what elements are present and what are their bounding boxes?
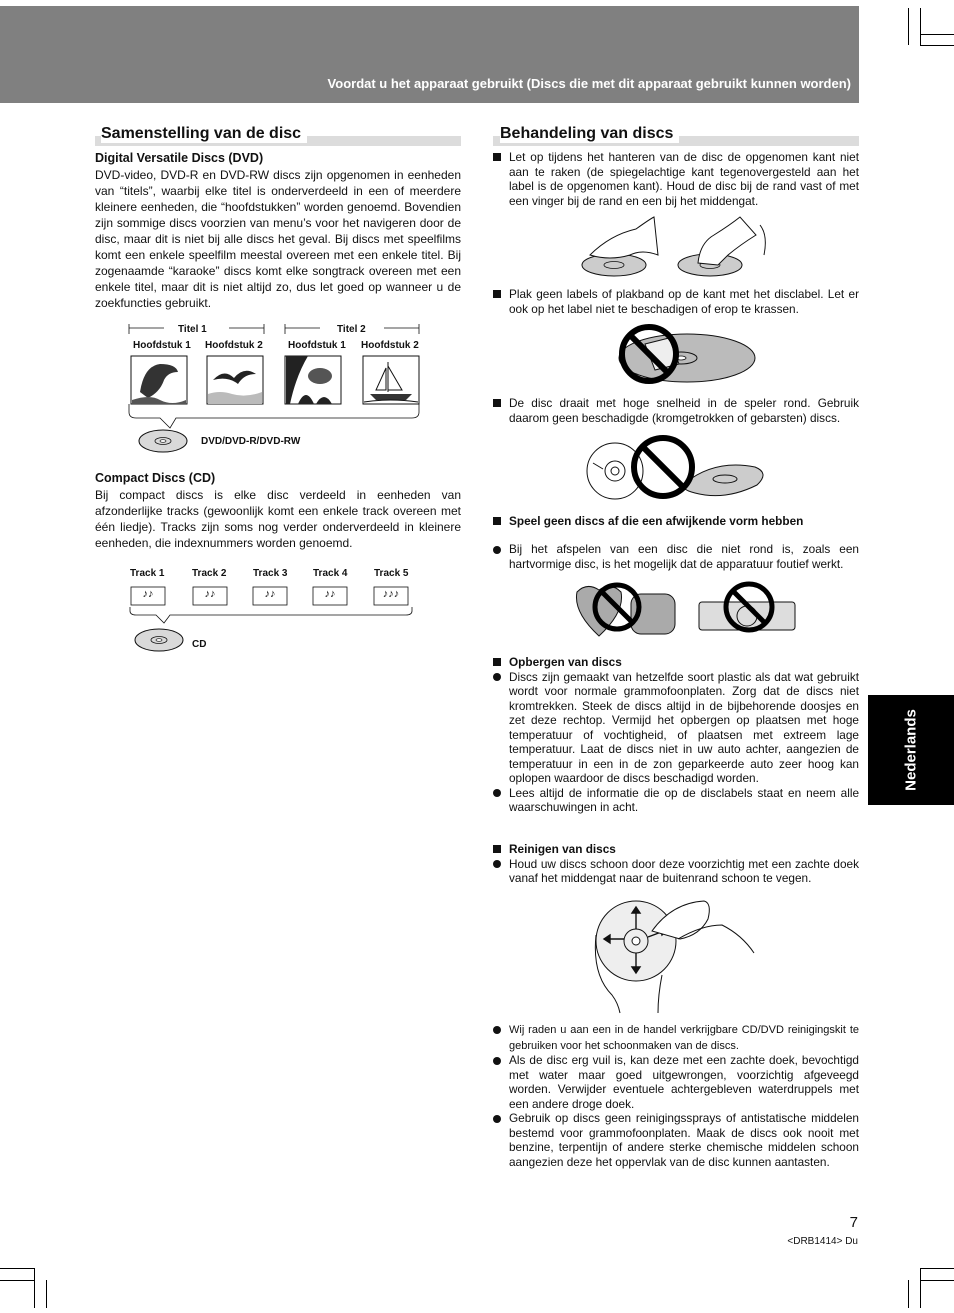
crop-mark xyxy=(920,1268,921,1308)
storage-heading: Opbergen van discs xyxy=(493,655,859,670)
handling-item xyxy=(493,396,859,425)
bullet-text: De disc draait met hoge snelheid in de speler rond. Gebruik daarom geen beschadigde (kromgetrokken of gebarsten) discs. xyxy=(493,396,859,425)
cd-body: Bij compact discs is elke disc verdeeld in eenheden van afzonderlijke tracks (gewoonlijk komt een enkele track overeen met één liedje). Tracks zijn soms nog verder onderverdeeld in kleinere eenheden, die indexnummers worden genoemd. xyxy=(95,488,461,550)
cleaning-list xyxy=(493,1022,859,1169)
crop-mark xyxy=(34,1268,35,1308)
odd-shape-svg xyxy=(573,578,808,640)
cd-diagram-svg xyxy=(120,565,420,665)
crop-mark xyxy=(920,34,954,35)
section-title-handling: Behandeling van discs xyxy=(500,125,679,143)
crop-mark xyxy=(0,1280,35,1281)
bullet-text-span: Wij raden u aan een in de handel verkrijgbare CD/DVD reinigingskit te gebruiken voor het schoonmaken van de discs. xyxy=(509,1024,859,1052)
crop-mark xyxy=(908,8,909,45)
bullet-text: Gebruik op discs geen reinigingssprays of antistatische middelen bestemd voor grammofoonplaten. Maak de discs ook nooit met benzine, terpentijn of andere sterke chemische middelen schoon aangezien deze het oppervlak van de disc kunnen aantasten. xyxy=(493,1111,859,1169)
dvd-heading: Digital Versatile Discs (DVD) xyxy=(95,151,264,165)
dvd-chapter-label: Hoofdstuk 2 xyxy=(361,340,419,351)
bullet-text: Discs zijn gemaakt van hetzelfde soort plastic als dat wat gebruikt wordt voor normale grammofoonplaten. Zorg dat de discs niet kromtrekken. Steek de discs altijd in de bijbehorende doosjes en zet deze rechtop. Vermijd het opbergen op plaatsen met hoge temperatuur of vochtigheid, of plaatsen met extreem lage temperatuur. Laat de discs niet in uw auto achter, aangezien de temperatuur in een in de zon geparkeerde auto zeer hoog kan oplopen waardoor de discs beschadigd worden. xyxy=(493,670,859,786)
dvd-disc-label: DVD/DVD-R/DVD-RW xyxy=(201,436,301,447)
crop-mark xyxy=(908,1280,909,1308)
bullet-text: Let op tijdens het hanteren van de disc de opgenomen kant niet aan te raken (de spiegelachtige kant tegenovergesteld aan het label is de opgenomen kant). Houd de disc bij de rand vast of met een vinger bij de rand en een bij het middengat. xyxy=(493,150,859,208)
section-title-composition: Samenstelling van de disc xyxy=(101,125,307,143)
cd-track-label: Track 5 xyxy=(374,568,409,579)
crop-mark xyxy=(0,1268,35,1269)
cleaning-heading-item xyxy=(493,842,859,886)
bullet-text: Plak geen labels of plakband op de kant met het disclabel. Let er ook op het label niet te beschadigen of erop te krassen. xyxy=(493,287,859,316)
header-title: Voordat u het apparaat gebruikt (Discs die met dit apparaat gebruikt kunnen worden) xyxy=(327,76,851,91)
crop-mark xyxy=(920,1268,954,1269)
music-note-icon: ♪♪ xyxy=(204,588,216,600)
cleaning-svg xyxy=(592,895,762,1015)
shape-heading-item xyxy=(493,514,859,529)
no-label-illustration xyxy=(615,324,760,386)
storage-heading-item xyxy=(493,655,859,815)
bullet-text: Als de disc erg vuil is, kan deze met een zachte doek, bevochtigd met water maar goed uitgewrongen, voorzichtig afgeveegd worden. Verwijder eventuele achtergebleven waterdruppels met een andere droge doek. xyxy=(493,1053,859,1111)
no-label-svg xyxy=(615,324,760,386)
dvd-body: DVD-video, DVD-R en DVD-RW discs zijn opgenomen in eenheden van “titels”, waarbij elke titel is onderverdeeld in een of meerdere kleinere eenheden, die “hoofdstukken” worden genoemd. Bovendien zijn sommige discs voorzien van menu’s voor het navigeren door de disc, maar dit is niet bij alle discs het geval. Bij discs met speelfilms komt een enkele speelfilm meestal overeen met een enkele titel. Bij zogenaamde “karaoke” discs komt elke songtrack overeen met een enkele titel, maar dit is niet altijd zo, dus let goed op wanneer u de zoekfuncties gebruikt. xyxy=(95,168,461,310)
handling-item xyxy=(493,150,859,208)
music-note-icon: ♪♪♪ xyxy=(382,588,400,600)
crop-mark xyxy=(46,1280,47,1308)
crop-mark xyxy=(920,1280,954,1281)
dvd-chapter-label: Hoofdstuk 1 xyxy=(288,340,346,351)
cleaning-heading: Reinigen van discs xyxy=(493,842,859,857)
odd-shape-disc-illustration xyxy=(573,578,808,640)
cd-structure-diagram xyxy=(120,565,420,665)
damaged-disc-illustration xyxy=(585,433,770,503)
cd-track-label: Track 1 xyxy=(130,568,165,579)
crop-mark xyxy=(920,45,954,46)
language-side-tab xyxy=(868,695,954,805)
cd-track-label: Track 4 xyxy=(313,568,348,579)
header-bar xyxy=(0,6,859,103)
cd-heading: Compact Discs (CD) xyxy=(95,471,216,485)
disc-cleaning-illustration xyxy=(592,895,762,1015)
page-number: 7 xyxy=(849,1214,858,1231)
bullet-text: Bij het afspelen van een disc die niet rond is, zoals een hartvormige disc, is het mogelijk dat de apparatuur foutief werkt. xyxy=(493,542,859,571)
cd-track-label: Track 3 xyxy=(253,568,288,579)
dvd-title-2-label: Titel 2 xyxy=(337,324,366,335)
damaged-disc-svg xyxy=(585,433,770,503)
shape-text-item xyxy=(493,542,859,571)
handling-item xyxy=(493,287,859,316)
cd-disc-label: CD xyxy=(192,639,207,650)
cd-track-label: Track 2 xyxy=(192,568,227,579)
hands-svg xyxy=(580,215,780,280)
bullet-text: Lees altijd de informatie die op de disclabels staat en neem alle waarschuwingen in acht. xyxy=(493,786,859,815)
dvd-chapter-label: Hoofdstuk 2 xyxy=(205,340,263,351)
dvd-chapter-label: Hoofdstuk 1 xyxy=(133,340,191,351)
dvd-title-1-label: Titel 1 xyxy=(178,324,207,335)
music-note-icon: ♪♪ xyxy=(324,588,336,600)
music-note-icon: ♪♪ xyxy=(264,588,276,600)
disc-handling-illustration xyxy=(580,215,780,280)
shape-heading: Speel geen discs af die een afwijkende vorm hebben xyxy=(493,514,859,529)
crop-mark xyxy=(920,8,921,45)
music-note-icon: ♪♪ xyxy=(142,588,154,600)
bullet-text: Houd uw discs schoon door deze voorzichtig met een zachte doek vanaf het middengat naar de buitenrand schoon te vegen. xyxy=(493,857,859,886)
language-label: Nederlands xyxy=(902,709,920,791)
bullet-text xyxy=(493,1022,859,1053)
document-code: <DRB1414> Du xyxy=(787,1236,858,1247)
